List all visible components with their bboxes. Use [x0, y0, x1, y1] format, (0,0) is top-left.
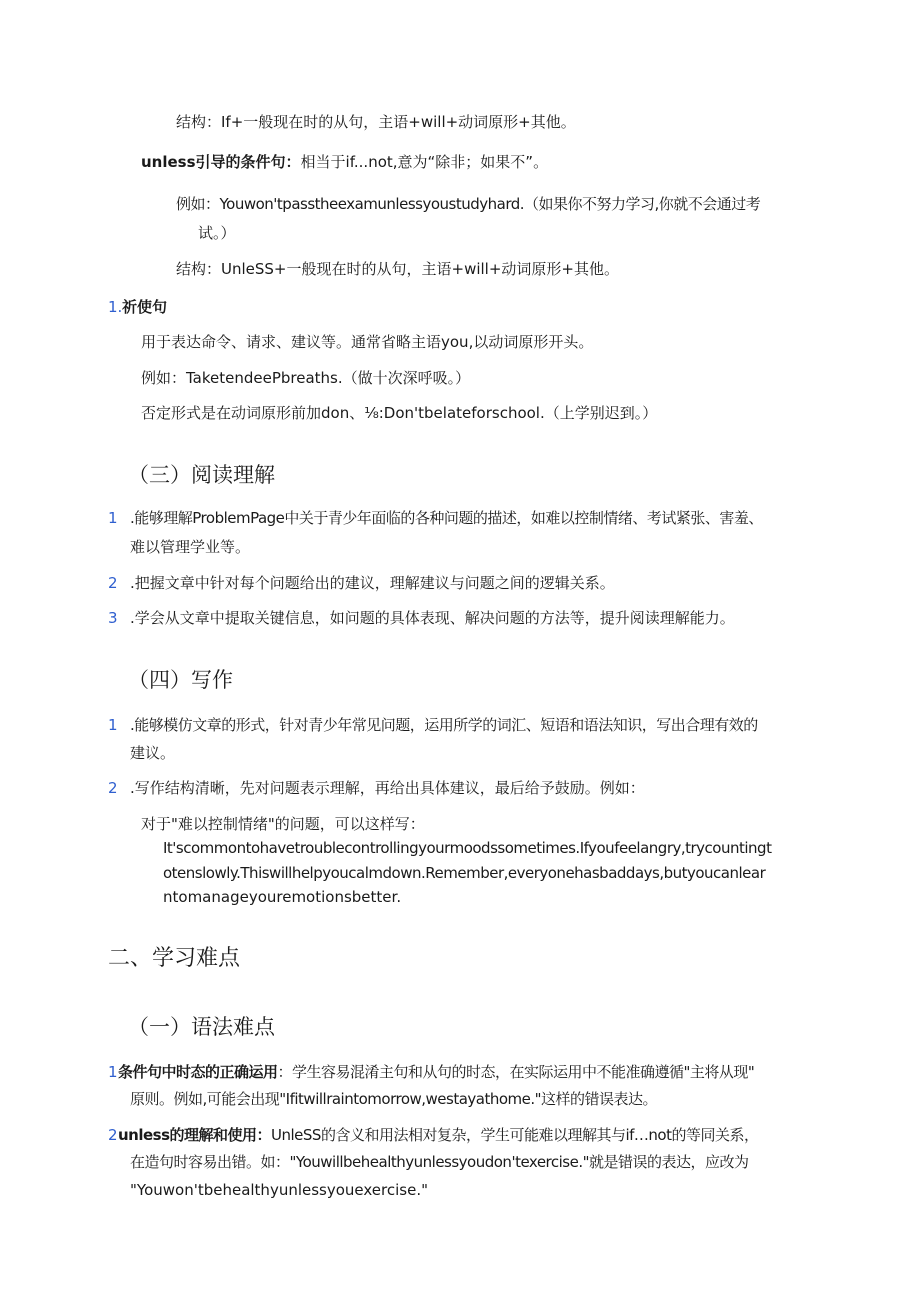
difficulty-2-text: UnleSS的含义和用法相对复杂，学生可能难以理解其与if…not的等同关系，	[271, 1126, 759, 1144]
reading-item-2-number: 2	[108, 574, 118, 592]
writing-heading: （四）写作	[128, 668, 233, 692]
difficulty-1-line-1	[118, 1062, 754, 1082]
difficulty-1-line-2: 原则。例如,可能会出现"Ifitwillraintomorrow,westayathome."这样的错误表达。	[130, 1090, 658, 1108]
writing-example-intro: 对于"难以控制情绪"的问题，可以这样写：	[141, 815, 425, 833]
reading-item-2-line-1: .把握文章中针对每个问题给出的建议，理解建议与问题之间的逻辑关系。	[130, 574, 615, 592]
difficulty-1-title: 条件句中时态的正确运用	[118, 1063, 278, 1081]
imperative-example: 例如：TaketendeePbreaths.（做十次深呼吸。）	[141, 369, 471, 387]
reading-heading: （三）阅读理解	[128, 463, 275, 487]
difficulty-2-number: 2	[108, 1126, 118, 1144]
difficulty-2-title: unless的理解和使用：	[118, 1126, 272, 1144]
reading-item-1-number: 1	[108, 509, 118, 527]
writing-item-1-line-2: 建议。	[130, 744, 176, 762]
reading-item-3-line-1: .学会从文章中提取关键信息，如问题的具体表现、解决问题的方法等，提升阅读理解能力。	[130, 609, 735, 627]
imperative-usage: 用于表达命令、请求、建议等。通常省略主语you,以动词原形开头。	[141, 333, 594, 351]
reading-item-1-line-2: 难以管理学业等。	[130, 538, 251, 556]
reading-item-3-number: 3	[108, 609, 118, 627]
structure-line-if: 结构：If+一般现在时的从句，主语+will+动词原形+其他。	[176, 113, 576, 131]
writing-item-1-number: 1	[108, 716, 118, 734]
difficulty-1-number: 1	[108, 1063, 118, 1081]
unless-paragraph	[141, 152, 548, 172]
unless-example-line-1: 例如：Youwon'tpasstheexamunlessyoustudyhard.（如果你不努力学习,你就不会通过考	[176, 195, 761, 213]
difficulty-2-line-1	[118, 1125, 758, 1145]
difficulties-heading: 二、学习难点	[108, 946, 241, 971]
difficulty-1-text: ：学生容易混淆主句和从句的时态，在实际运用中不能准确遵循"主将从现"	[277, 1063, 755, 1081]
difficulty-2-line-2: 在造句时容易出错。如："Youwillbehealthyunlessyoudon'texercise."就是错误的表达，应改为	[130, 1153, 749, 1171]
writing-example-line-2: otenslowly.Thiswillhelpyoucalmdown.Remember,everyonehasbaddays,butyoucanlear	[163, 864, 766, 882]
writing-item-1-line-1: .能够模仿文章的形式，针对青少年常见问题，运用所学的词汇、短语和语法知识，写出合理有效的	[130, 716, 758, 734]
imperative-number: 1.	[108, 298, 123, 316]
reading-item-1-line-1: .能够理解ProblemPage中关于青少年面临的各种问题的描述，如难以控制情绪、考试紧张、害羞、	[130, 509, 763, 527]
writing-item-2-number: 2	[108, 779, 118, 797]
imperative-title: 祈使句	[122, 298, 168, 316]
writing-example-line-1: It'scommontohavetroublecontrollingyourmoodssometimes.Ifyoufeelangry,trycountingt	[163, 839, 772, 857]
writing-example-line-3: ntomanageyouremotionsbetter.	[163, 888, 402, 906]
imperative-negative: 否定形式是在动词原形前加don、⅛:Don'tbelateforschool.（上学别迟到。）	[141, 404, 658, 422]
grammar-difficulties-heading: （一）语法难点	[128, 1015, 275, 1039]
writing-item-2-line-1: .写作结构清晰，先对问题表示理解，再给出具体建议，最后给予鼓励。例如：	[130, 779, 645, 797]
structure-line-unless: 结构：UnleSS+一般现在时的从句，主语+will+动词原形+其他。	[176, 260, 619, 278]
unless-heading: unless引导的条件句：	[141, 153, 301, 171]
difficulty-2-line-3: "Youwon'tbehealthyunlessyouexercise."	[130, 1181, 428, 1199]
unless-example-line-2: 试。）	[198, 224, 236, 242]
unless-description: 相当于if...not,意为“除非；如果不”。	[300, 153, 549, 171]
